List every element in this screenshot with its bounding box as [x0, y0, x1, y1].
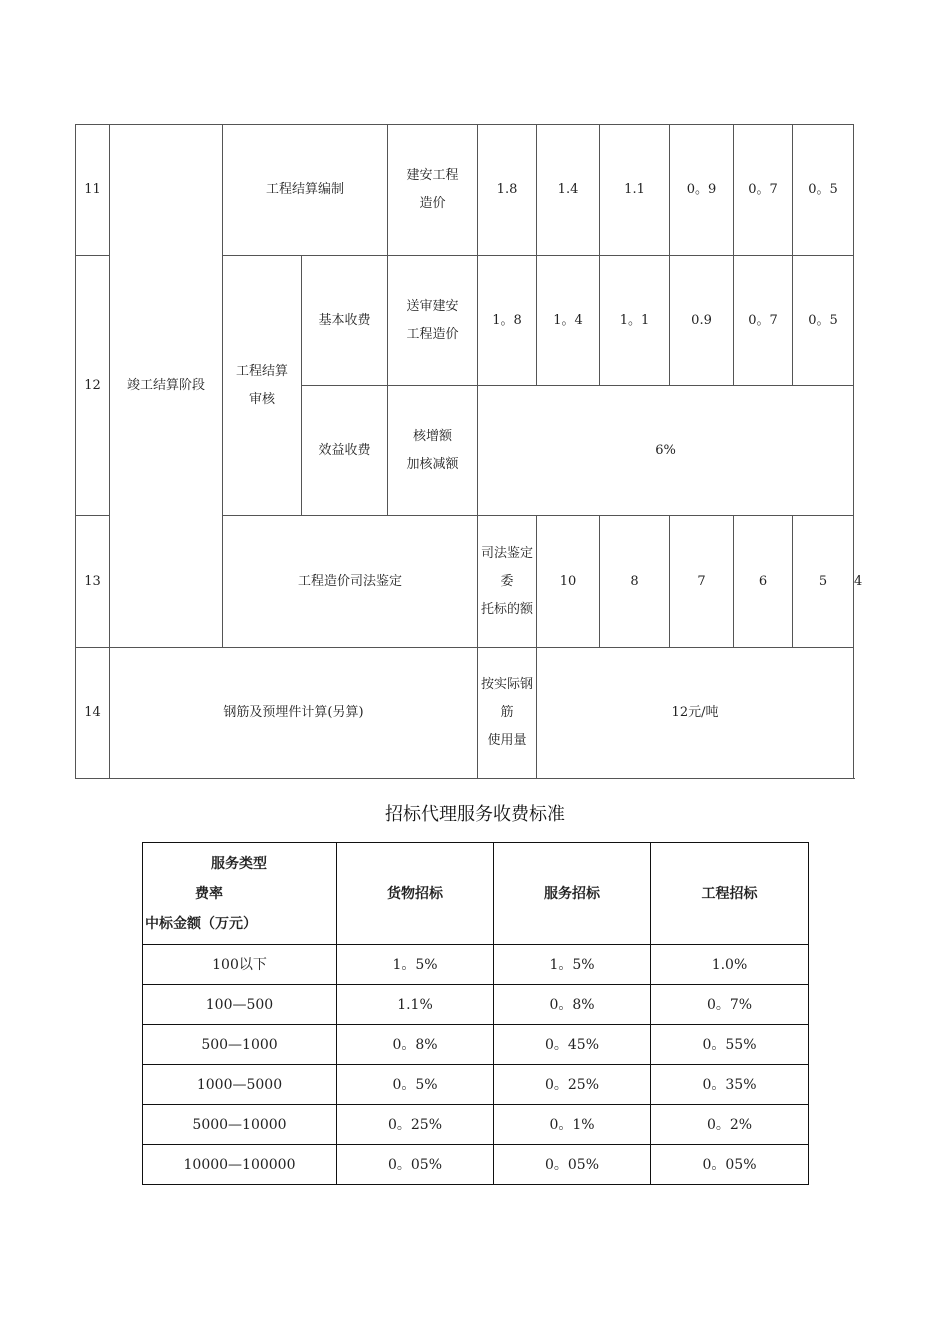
rate-cell: 0。5% [337, 1065, 494, 1105]
rate-cell: 0。7 [734, 256, 793, 386]
rate-cell: 0。8% [494, 985, 651, 1025]
basis-line: 造价 [419, 196, 446, 211]
rate-cell: 0。25% [494, 1065, 651, 1105]
table-header-row [143, 843, 809, 945]
rate-cell: 1.1 [600, 125, 670, 256]
header-amount: 中标金额（万元） [145, 915, 257, 932]
basis-cell [388, 256, 478, 386]
stage-cell: 竣工结算阶段 [110, 125, 223, 648]
basis-line: 送审建安 [406, 298, 459, 314]
consulting-fee-table [75, 124, 863, 779]
rate-cell: 1.8 [478, 125, 537, 256]
basis-line: 托标的额 [481, 601, 534, 617]
rate-cell: 0。9 [670, 125, 734, 256]
row-number: 13 [76, 516, 110, 648]
row-number: 14 [76, 648, 110, 779]
table-row [76, 125, 854, 256]
rate-cell: 0。05% [337, 1145, 494, 1185]
rate-cell: 1。5% [494, 945, 651, 985]
range-cell: 500—1000 [143, 1025, 337, 1065]
range-cell: 1000—5000 [143, 1065, 337, 1105]
rate-cell: 10 [537, 516, 600, 648]
rate-cell: 6 [734, 516, 793, 648]
section-title: 招标代理服务收费标准 [385, 804, 565, 825]
rate-cell: 0。05% [494, 1145, 651, 1185]
rate-cell: 0。8% [337, 1025, 494, 1065]
basis-line: 司法鉴定委 [481, 545, 534, 589]
agency-fee-table [142, 842, 809, 1185]
rate-cell: 1.4 [537, 125, 600, 256]
column-header: 服务招标 [494, 843, 651, 945]
basis-cell [388, 386, 478, 516]
table-row [143, 945, 809, 985]
table-row [143, 1105, 809, 1145]
basis-cell [388, 125, 478, 256]
basis-line: 工程造价 [406, 326, 459, 342]
item-cell: 钢筋及预埋件计算(另算) [110, 648, 478, 779]
rate-cell: 1。5% [337, 945, 494, 985]
item-cell [223, 256, 302, 516]
rate-cell: 0。7 [734, 125, 793, 256]
rate-cell: 0。2% [651, 1105, 809, 1145]
rate-cell: 8 [600, 516, 670, 648]
rate-cell: 7 [670, 516, 734, 648]
item-line: 审核 [248, 391, 275, 407]
rate-cell: 1。1 [600, 256, 670, 386]
rate-cell: 1.0% [651, 945, 809, 985]
basis-line: 建安工程 [406, 168, 459, 183]
item-cell: 工程结算编制 [223, 125, 388, 256]
item-line: 工程结算 [235, 363, 288, 379]
range-cell: 5000—10000 [143, 1105, 337, 1145]
basis-line: 使用量 [487, 733, 527, 748]
table-row: 13 工程造价司法鉴定 司法鉴定委 托标的额 10 8 7 6 5 4 [76, 516, 854, 648]
rate-cell: 0。45% [494, 1025, 651, 1065]
table-row [143, 1145, 809, 1185]
rate-cell: 0。1% [494, 1105, 651, 1145]
rate-cell: 5 [793, 516, 854, 648]
rate-cell: 0.9 [670, 256, 734, 386]
basis-line: 加核减额 [406, 456, 459, 472]
rate-cell: 0。55% [651, 1025, 809, 1065]
rate-cell: 1.1% [337, 985, 494, 1025]
sub-item-cell: 效益收费 [302, 386, 388, 516]
item-cell: 工程造价司法鉴定 [223, 516, 478, 648]
rate-cell: 1。4 [537, 256, 600, 386]
row-number: 12 [76, 256, 110, 516]
column-header: 货物招标 [337, 843, 494, 945]
rate-cell: 0。25% [337, 1105, 494, 1145]
sub-item-cell: 基本收费 [302, 256, 388, 386]
table-row [76, 648, 854, 779]
rate-cell: 0。5 [793, 125, 854, 256]
rate-cell: 1。8 [478, 256, 537, 386]
range-cell: 100—500 [143, 985, 337, 1025]
row-number: 11 [76, 125, 110, 256]
header-rate: 费率 [195, 885, 223, 902]
rate-cell: 0。35% [651, 1065, 809, 1105]
column-header: 工程招标 [651, 843, 809, 945]
header-service-type: 服务类型 [211, 855, 267, 872]
range-cell: 10000—100000 [143, 1145, 337, 1185]
basis-cell [478, 516, 537, 648]
merged-rate-cell: 6% [478, 386, 854, 516]
basis-line: 按实际钢筋 [481, 677, 534, 720]
rate-cell: 0。05% [651, 1145, 809, 1185]
rate-cell: 0。5 [793, 256, 854, 386]
range-cell: 100以下 [143, 945, 337, 985]
table-row [143, 985, 809, 1025]
basis-cell [478, 648, 537, 779]
table-row [143, 1025, 809, 1065]
merged-rate-cell: 12元/吨 [537, 648, 854, 779]
diagonal-header-cell [143, 843, 337, 945]
basis-line: 核增额 [413, 428, 453, 444]
table-row [143, 1065, 809, 1105]
rate-cell: 0。7% [651, 985, 809, 1025]
